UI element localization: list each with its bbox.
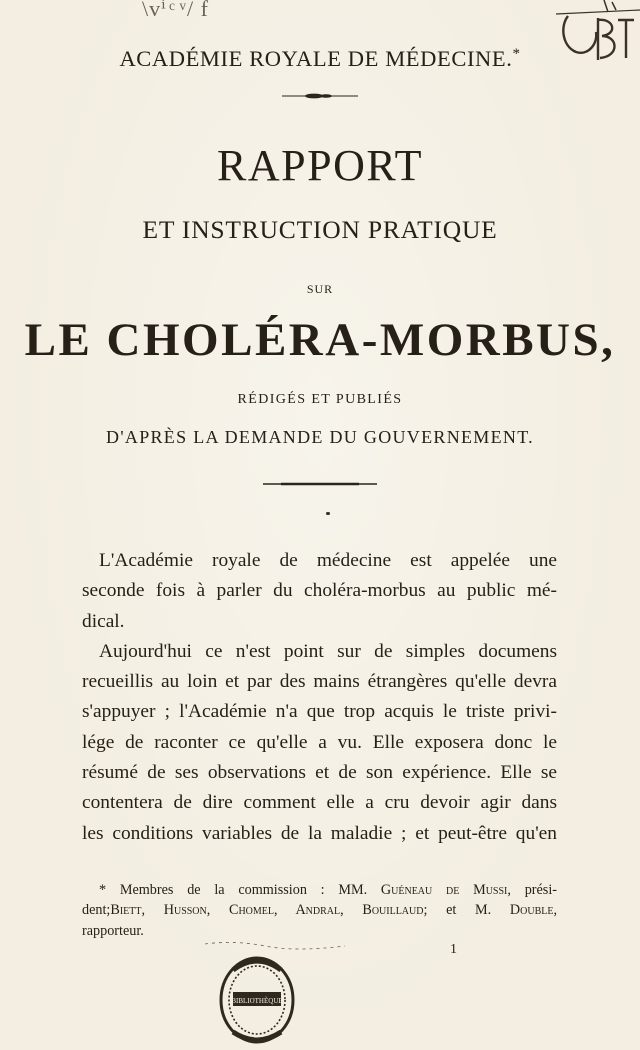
text-line: les conditions variables de la maladie ; et peut-être qu'en xyxy=(82,822,557,844)
text-line: L'Académie royale de médecine est appelée une xyxy=(99,550,557,571)
text-line: recueillis au loin et par des mains étrangères qu'elle devra xyxy=(82,671,557,693)
title-demande: D'APRÈS LA DEMANDE DU GOUVERNEMENT. xyxy=(106,427,534,447)
text-line: contentera de dire comment elle a cru devoir agir dans xyxy=(82,792,557,814)
text-line: résumé de ses observations et de son expérience. Elle se xyxy=(82,762,557,784)
member-names: Biett, Husson, Chomel, Andral, Bouillaud xyxy=(110,902,424,919)
footnote-text: ; et M. xyxy=(423,902,492,919)
ornamental-rule-top xyxy=(280,92,360,100)
paragraph-1 xyxy=(82,546,557,637)
page-number: 1 xyxy=(450,942,457,957)
footnote-marker-inline: * xyxy=(99,882,107,898)
institution-name: ACADÉMIE ROYALE DE MÉDECINE. xyxy=(119,46,513,71)
footnote-text: dent; xyxy=(82,902,111,919)
footnote-text: , prési- xyxy=(507,882,557,898)
library-stamp xyxy=(205,940,345,1050)
title-instruction: ET INSTRUCTION PRATIQUE xyxy=(142,215,498,244)
footnote-line: rapporteur. xyxy=(82,922,144,939)
title-sur: SUR xyxy=(306,282,334,296)
text-line: dical. xyxy=(82,610,125,632)
footnote-line xyxy=(82,900,557,920)
title-subject: LE CHOLÉRA-MORBUS, xyxy=(24,314,616,366)
footnote-line xyxy=(82,880,557,900)
ornamental-rule-middle xyxy=(261,480,379,488)
footnote-text: Membres de la commission : MM. xyxy=(119,882,368,898)
footnote xyxy=(82,880,557,941)
footnote-marker: * xyxy=(512,46,521,62)
text-line: lége de raconter ce qu'elle a vu. Elle exposera donc le xyxy=(82,731,557,753)
footnote-text: , xyxy=(553,902,558,919)
text-line: s'appuyer ; l'Académie n'a que trop acquis le triste privi- xyxy=(82,701,557,723)
title-rapport: RAPPORT xyxy=(217,141,423,190)
title-rediges: RÉDIGÉS ET PUBLIÉS xyxy=(237,392,403,407)
stamp-text: BIBLIOTHÈQUE xyxy=(231,997,283,1005)
paragraph-2 xyxy=(82,637,557,849)
body-text xyxy=(82,546,557,849)
institution-heading xyxy=(0,46,640,72)
ornament-dot xyxy=(326,512,330,515)
text-line: Aujourd'hui ce n'est point sur de simples documens xyxy=(99,640,557,662)
top-margin-fragment: \vⁱ ͨ ᵛ/ f xyxy=(142,0,209,21)
member-name: Guéneau de Mussi xyxy=(380,882,508,898)
rapporteur-name: Double xyxy=(509,902,554,919)
text-line: seconde fois à parler du choléra-morbus au public mé- xyxy=(82,580,557,602)
